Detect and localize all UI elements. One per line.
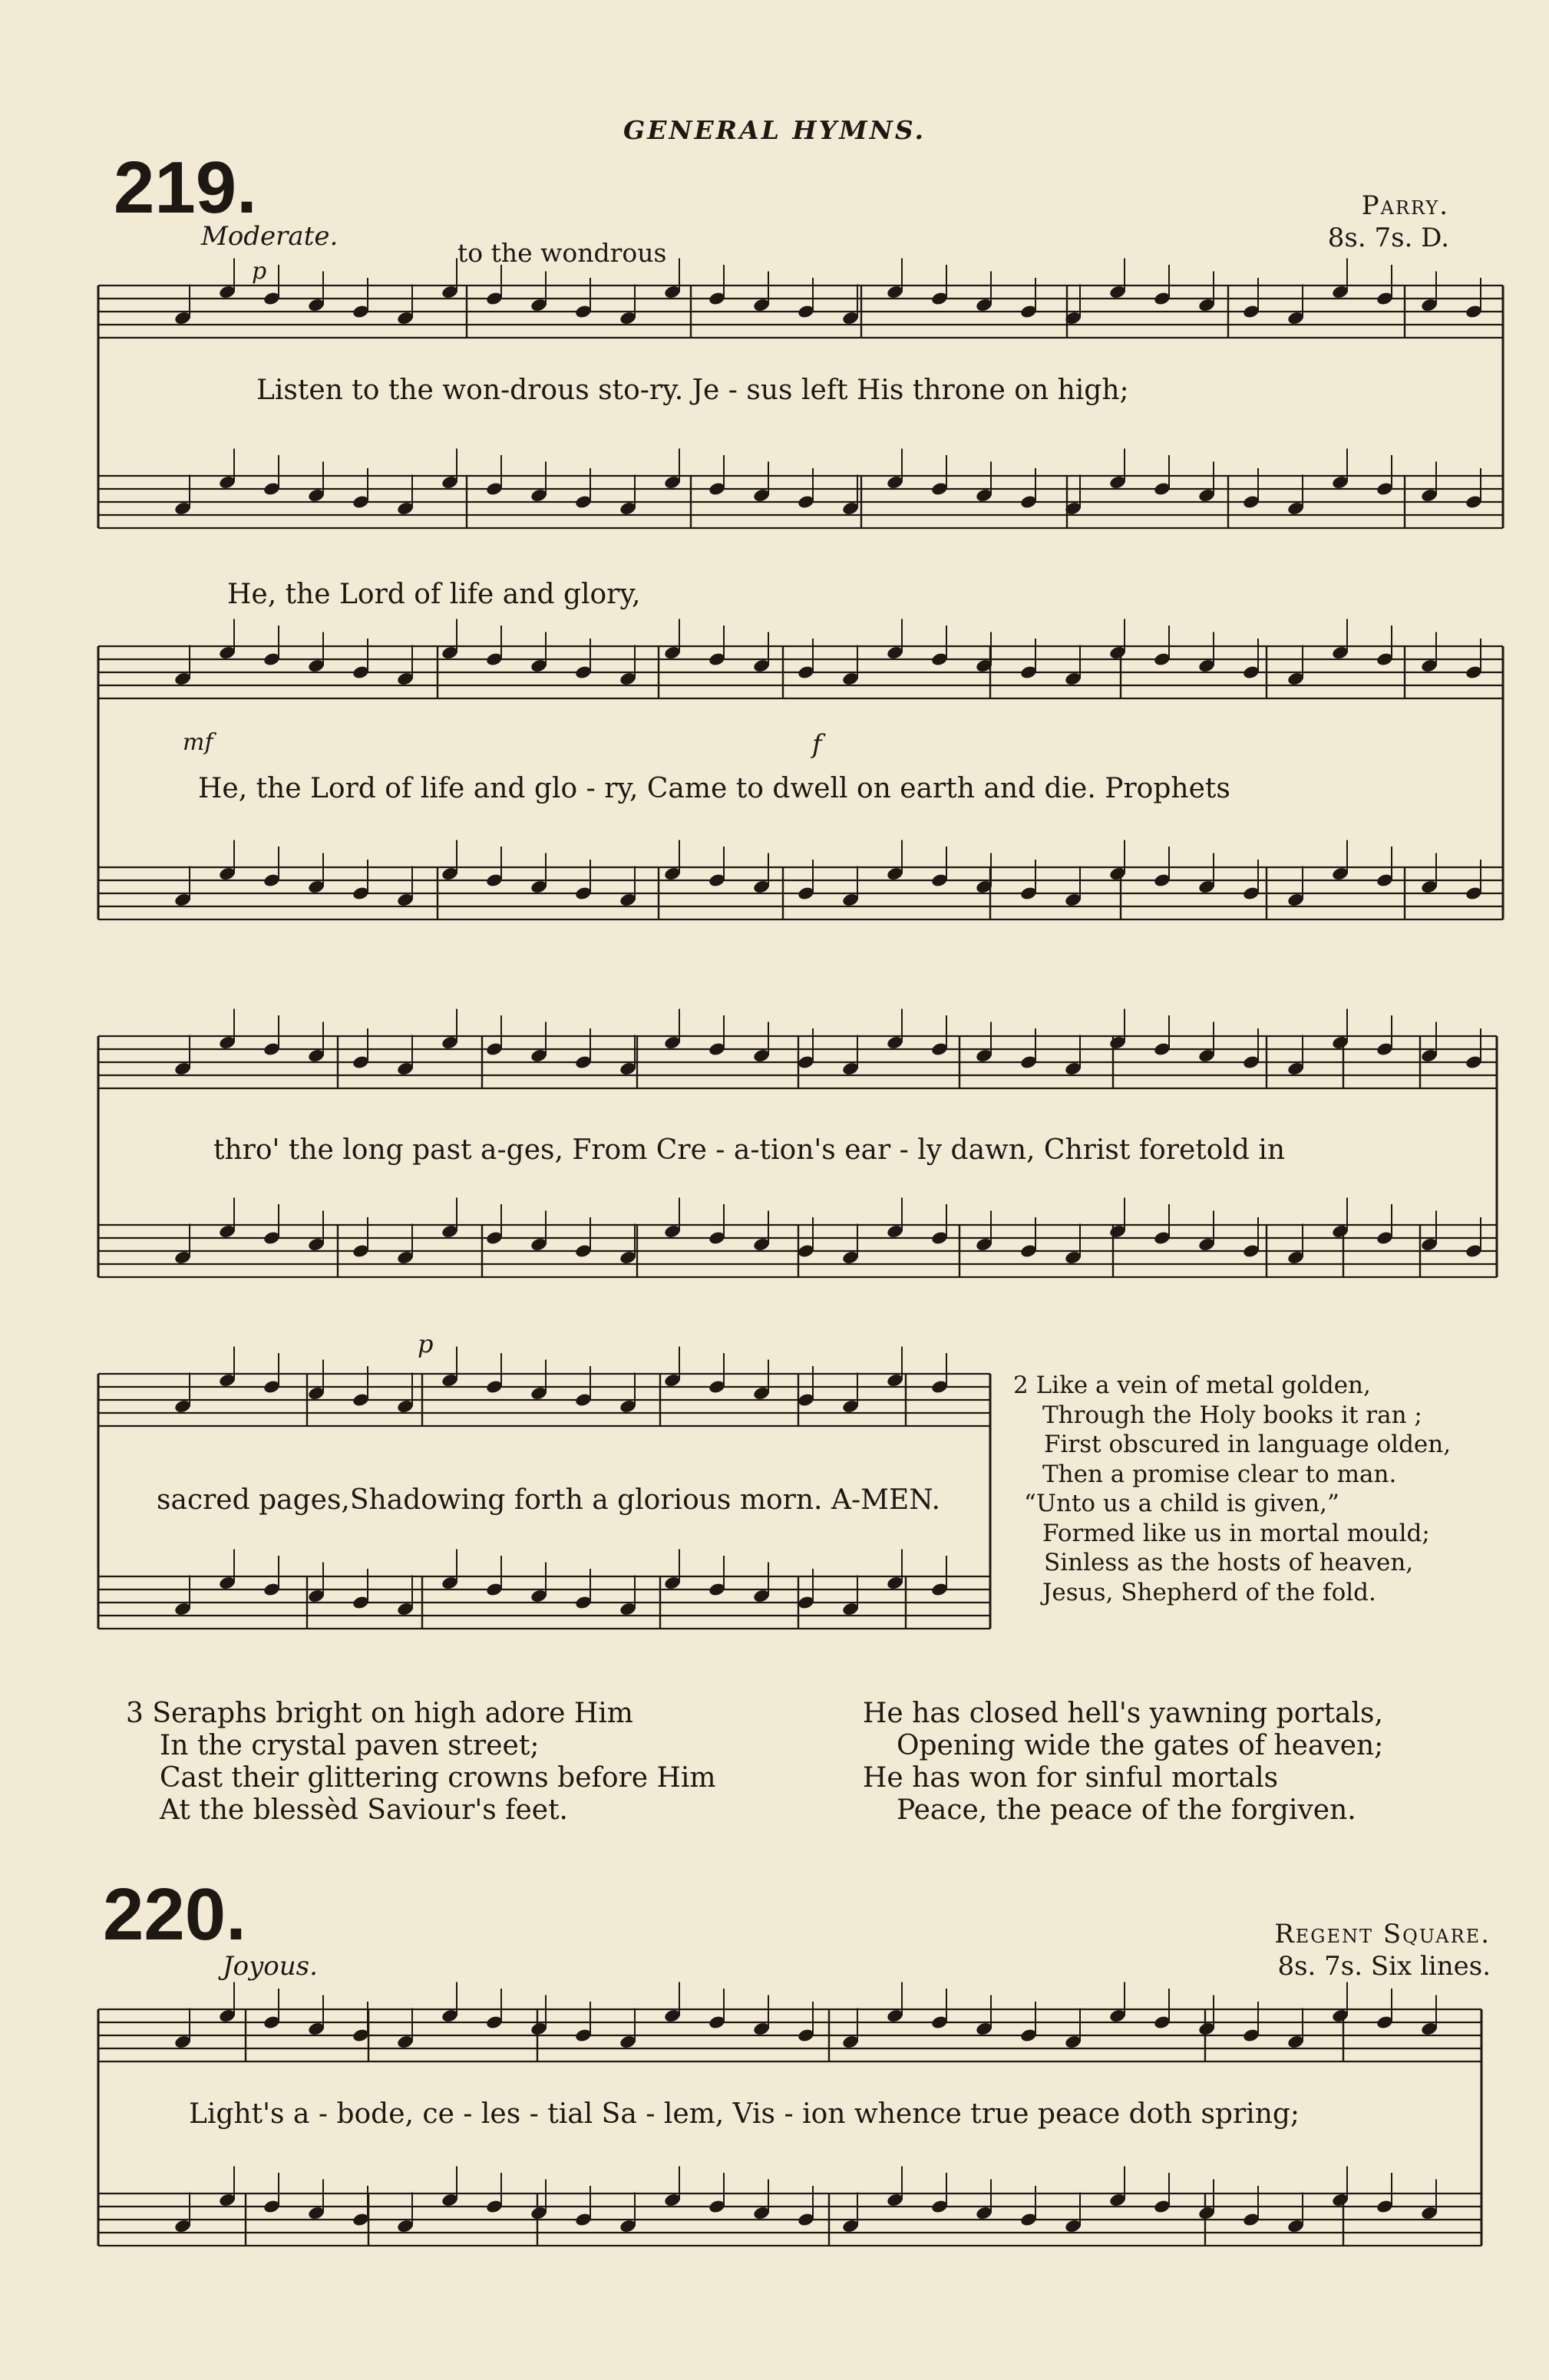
tempo-marking-220: Joyous. xyxy=(223,1951,318,1982)
verse-2-line: First obscured in language olden, xyxy=(1044,1431,1452,1458)
verse-2-line: Sinless as the hosts of heaven, xyxy=(1044,1549,1414,1576)
composer-name-219: Parry. xyxy=(1361,190,1449,221)
dynamic-f: f xyxy=(812,729,822,760)
page-header: GENERAL HYMNS. xyxy=(623,115,926,145)
hymn-number-220: 220. xyxy=(103,1873,246,1956)
verse-2-line: 2 Like a vein of metal golden, xyxy=(1013,1372,1371,1399)
lyrics-220-line-1: Light's a - bode, ce - les - tial Sa - lem, Vis - ion whence true peace doth spring; xyxy=(189,2098,1300,2130)
verse-3-line: In the crystal paven street; xyxy=(160,1730,540,1761)
composer-name-220: Regent Square. xyxy=(1274,1919,1491,1949)
dynamic-p-2: p xyxy=(418,1329,434,1358)
verse-3-line: He has won for sinful mortals xyxy=(863,1762,1279,1794)
verse-3-line: At the blessèd Saviour's feet. xyxy=(160,1794,568,1826)
verse-2-line: “Unto us a child is given,” xyxy=(1024,1490,1339,1517)
dynamic-mf: mf xyxy=(183,729,213,756)
verse-3-line: Peace, the peace of the forgiven. xyxy=(897,1794,1356,1826)
verse-2-line: Formed like us in mortal mould; xyxy=(1042,1519,1430,1547)
verse-3-line: 3 Seraphs bright on high adore Him xyxy=(126,1698,633,1729)
lyrics-line-1: Listen to the won-drous sto-ry. Je - sus left His throne on high; xyxy=(256,375,1129,406)
verse-3-left xyxy=(126,1698,716,1827)
lyrics-line-2: He, the Lord of life and glo - ry, Came to dwell on earth and die. Prophets xyxy=(198,773,1230,804)
dynamic-p-1: p xyxy=(252,258,267,285)
verse-3-line: He has closed hell's yawning portals, xyxy=(863,1698,1383,1729)
verse-2-line: Through the Holy books it ran ; xyxy=(1042,1401,1422,1429)
verse-2-line: Then a promise clear to man. xyxy=(1042,1460,1397,1488)
meter-220: 8s. 7s. Six lines. xyxy=(1277,1951,1491,1982)
verse-2-line: Jesus, Shepherd of the fold. xyxy=(1042,1578,1376,1606)
lyrics-line-4: sacred pages,Shadowing forth a glorious morn. A-MEN. xyxy=(157,1484,940,1516)
alt-text-wondrous: to the wondrous xyxy=(457,238,667,268)
verse-2 xyxy=(1013,1371,1451,1607)
verse-3-right xyxy=(863,1698,1383,1827)
alt-text-he-the-lord: He, the Lord of life and glory, xyxy=(227,579,641,610)
lyrics-line-3: thro' the long past a-ges, From Cre - a-tion's ear - ly dawn, Christ foretold in xyxy=(213,1134,1286,1166)
verse-3-line: Cast their glittering crowns before Him xyxy=(160,1762,716,1794)
meter-219: 8s. 7s. D. xyxy=(1327,223,1449,253)
verse-3-line: Opening wide the gates of heaven; xyxy=(897,1730,1384,1761)
hymn-number-219: 219. xyxy=(114,147,257,229)
tempo-marking-219: Moderate. xyxy=(201,221,339,252)
